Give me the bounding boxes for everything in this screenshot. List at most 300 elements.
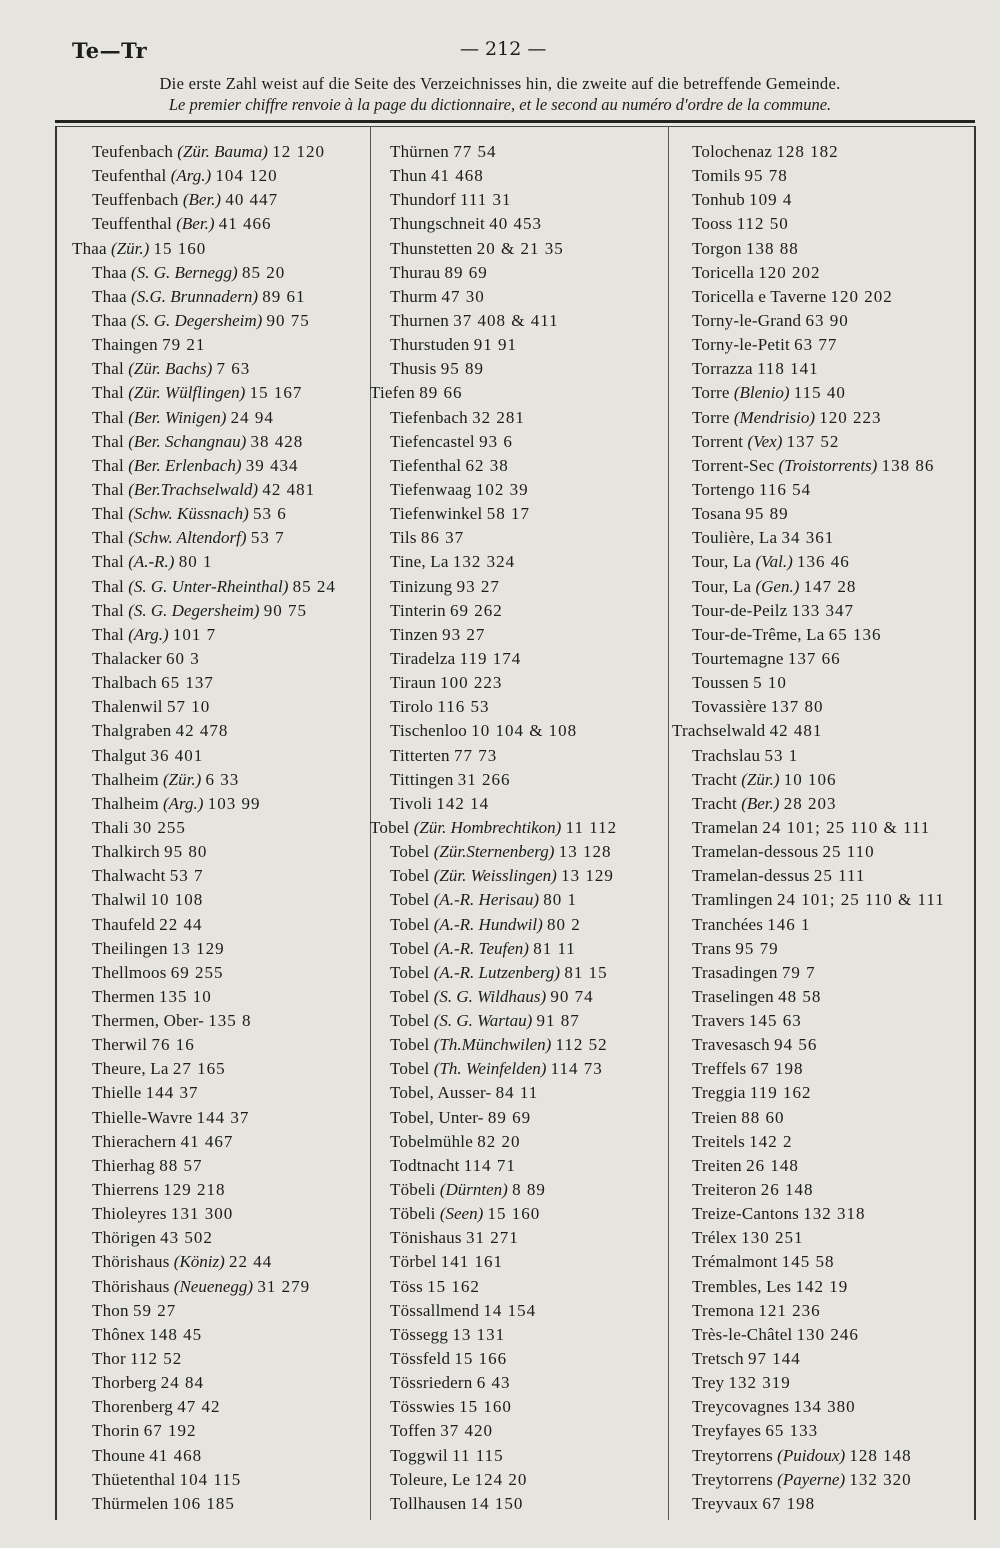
entry-name: Thun xyxy=(390,166,427,186)
column-divider-2 xyxy=(668,126,669,1520)
entry-reference: 111 31 xyxy=(460,190,512,210)
entry-reference: 147 28 xyxy=(803,576,857,596)
entry-locality: (Puidoux) xyxy=(777,1445,846,1465)
index-entry xyxy=(92,1468,336,1492)
index-entry xyxy=(692,671,945,695)
index-entry xyxy=(92,357,336,381)
entry-reference: 144 37 xyxy=(145,1083,199,1103)
entry-name: Toricella e Taverne xyxy=(692,286,827,306)
index-entry xyxy=(390,357,617,381)
index-entry xyxy=(390,1009,617,1033)
index-entry xyxy=(92,478,336,502)
entry-name: Thunstetten xyxy=(390,238,473,258)
index-entry xyxy=(92,140,336,164)
entry-name: Thalgut xyxy=(92,745,147,765)
entry-reference: 137 52 xyxy=(786,431,840,451)
index-entry xyxy=(92,575,336,599)
entry-locality: (Ber. Erlenbach) xyxy=(128,455,242,475)
entry-reference: 37 408 & 411 xyxy=(453,310,559,330)
entry-reference: 77 73 xyxy=(453,745,498,765)
index-entry xyxy=(92,792,336,816)
index-entry xyxy=(692,1444,945,1468)
entry-name: Thierrens xyxy=(92,1180,159,1200)
index-entry xyxy=(92,550,336,574)
entry-name: Tinterin xyxy=(390,600,446,620)
index-entry xyxy=(92,937,336,961)
entry-name: Treiten xyxy=(692,1155,742,1175)
entry-name: Treycovagnes xyxy=(692,1397,790,1417)
entry-name: Treytorrens xyxy=(692,1469,773,1489)
entry-name: Thal xyxy=(92,455,124,475)
index-entry xyxy=(692,623,945,647)
index-entry xyxy=(92,1250,336,1274)
entry-reference: 62 38 xyxy=(465,455,509,475)
entry-name: Teufenthal xyxy=(92,166,167,186)
entry-name: Tobel xyxy=(390,986,430,1006)
entry-reference: 135 8 xyxy=(208,1011,252,1031)
entry-reference: 137 66 xyxy=(787,648,841,668)
entry-reference: 121 236 xyxy=(758,1300,821,1320)
index-entry xyxy=(390,1492,617,1516)
entry-name: Trachselwald xyxy=(672,721,766,741)
entry-reference: 10 108 xyxy=(150,890,204,910)
index-entry xyxy=(390,792,617,816)
entry-reference: 13 131 xyxy=(452,1324,506,1344)
entry-locality: (Zür. Weisslingen) xyxy=(433,866,557,886)
entry-locality: (Ber.) xyxy=(182,190,222,210)
entry-locality: (S. G. Wartau) xyxy=(433,1011,533,1031)
entry-name: Thal xyxy=(92,528,124,548)
entry-reference: 89 69 xyxy=(444,262,488,282)
entry-name: Tramelan-dessus xyxy=(692,866,810,886)
entry-reference: 25 111 xyxy=(813,866,866,886)
entry-name: Tour, La xyxy=(692,576,752,596)
index-entry xyxy=(692,1323,945,1347)
entry-name: Teufenbach xyxy=(92,142,174,161)
entry-name: Tobel xyxy=(370,817,410,837)
index-entry xyxy=(92,1033,336,1057)
entry-locality: (S. G. Bernegg) xyxy=(131,262,238,282)
index-entry xyxy=(390,1275,617,1299)
entry-reference: 57 10 xyxy=(166,697,211,717)
entry-reference: 60 3 xyxy=(166,648,200,668)
entry-name: Tortengo xyxy=(692,479,755,499)
index-entry xyxy=(692,261,945,285)
index-entry xyxy=(390,840,617,864)
entry-reference: 148 45 xyxy=(149,1324,203,1344)
entry-name: Thalwil xyxy=(92,890,147,910)
entry-name: Torrent xyxy=(692,431,744,451)
entry-reference: 24 101; 25 110 & 111 xyxy=(776,890,945,910)
index-entry xyxy=(692,647,945,671)
entry-name: Toggwil xyxy=(390,1445,448,1465)
entry-name: Theure, La xyxy=(92,1059,169,1079)
entry-reference: 41 468 xyxy=(149,1445,203,1465)
entry-name: Tobel xyxy=(390,914,430,934)
index-entry xyxy=(692,864,945,888)
entry-reference: 41 466 xyxy=(218,214,272,234)
entry-reference: 41 467 xyxy=(180,1131,234,1151)
entry-reference: 95 78 xyxy=(744,166,788,186)
index-entry xyxy=(92,1492,336,1516)
entry-reference: 28 203 xyxy=(783,793,837,813)
entry-name: Tössegg xyxy=(390,1324,449,1344)
index-entry xyxy=(692,333,945,357)
entry-name: Thüetenthal xyxy=(92,1469,176,1489)
entry-reference: 128 148 xyxy=(849,1445,912,1465)
entry-name: Töbeli xyxy=(390,1204,436,1224)
entry-name: Thundorf xyxy=(390,190,456,210)
entry-name: Thalgraben xyxy=(92,721,172,741)
entry-name: Thorin xyxy=(92,1421,140,1441)
entry-name: Treggia xyxy=(692,1083,746,1103)
entry-reference: 114 73 xyxy=(550,1059,603,1079)
entry-name: Thioleyres xyxy=(92,1204,167,1224)
index-entry xyxy=(390,623,617,647)
index-column-2 xyxy=(370,140,618,1516)
entry-reference: 89 69 xyxy=(487,1107,532,1127)
entry-reference: 81 15 xyxy=(564,962,608,982)
entry-reference: 116 53 xyxy=(437,697,490,717)
index-entry xyxy=(390,1444,617,1468)
index-entry xyxy=(92,1226,336,1250)
entry-reference: 95 80 xyxy=(164,842,208,862)
entry-locality: (Payerne) xyxy=(777,1469,846,1489)
index-entry xyxy=(92,309,336,333)
entry-reference: 102 39 xyxy=(475,479,529,499)
index-entry xyxy=(92,913,336,937)
index-entry xyxy=(692,1154,945,1178)
entry-reference: 7 63 xyxy=(216,359,251,379)
index-entry xyxy=(92,381,336,405)
entry-reference: 30 255 xyxy=(133,817,186,837)
entry-reference: 53 7 xyxy=(169,866,204,886)
header-rule-thick xyxy=(55,120,975,123)
index-entry xyxy=(92,671,336,695)
entry-name: Todtnacht xyxy=(390,1155,460,1175)
entry-reference: 104 120 xyxy=(215,166,278,186)
entry-reference: 14 150 xyxy=(470,1493,524,1513)
entry-name: Thaingen xyxy=(92,335,158,355)
entry-name: Thal xyxy=(92,359,124,379)
entry-name: Treffels xyxy=(692,1059,747,1079)
entry-locality: (S. G. Degersheim) xyxy=(128,600,260,620)
index-entry xyxy=(390,140,617,164)
index-entry xyxy=(370,816,617,840)
entry-name: Thaa xyxy=(72,238,107,258)
entry-reference: 48 58 xyxy=(778,986,822,1006)
entry-name: Thalkirch xyxy=(92,842,160,862)
entry-name: Trans xyxy=(692,938,732,958)
entry-reference: 95 89 xyxy=(440,359,485,379)
entry-name: Thurnen xyxy=(390,310,449,330)
index-entry xyxy=(390,285,617,309)
entry-reference: 88 60 xyxy=(741,1107,785,1127)
entry-name: Thorenberg xyxy=(92,1397,173,1417)
entry-name: Tössallmend xyxy=(390,1300,480,1320)
entry-reference: 65 136 xyxy=(828,624,882,644)
index-entry xyxy=(92,1395,336,1419)
entry-name: Torny-le-Petit xyxy=(692,335,790,355)
entry-reference: 93 27 xyxy=(442,624,486,644)
entry-name: Tiefenwaag xyxy=(390,479,472,499)
entry-locality: (A.-R. Teufen) xyxy=(433,938,529,958)
entry-name: Trasadingen xyxy=(692,962,778,982)
index-entry xyxy=(692,1202,945,1226)
entry-locality: (Zür. Wülflingen) xyxy=(128,383,246,403)
entry-name: Tovassière xyxy=(692,697,767,717)
entry-reference: 129 218 xyxy=(163,1180,226,1200)
entry-reference: 81 11 xyxy=(533,938,576,958)
entry-reference: 130 251 xyxy=(741,1228,804,1248)
entry-reference: 145 58 xyxy=(781,1252,835,1272)
entry-reference: 37 420 xyxy=(440,1421,493,1441)
index-entry xyxy=(92,647,336,671)
entry-locality: (Arg.) xyxy=(163,793,204,813)
entry-locality: (Th. Weinfelden) xyxy=(433,1059,547,1079)
index-entry xyxy=(692,550,945,574)
index-entry xyxy=(692,430,945,454)
entry-locality: (S. G. Wildhaus) xyxy=(433,986,547,1006)
entry-name: Tolochenaz xyxy=(692,142,773,161)
entry-name: Thal xyxy=(92,600,124,620)
entry-locality: (Vex) xyxy=(747,431,783,451)
entry-reference: 63 90 xyxy=(805,310,849,330)
index-entry xyxy=(390,478,617,502)
entry-reference: 84 11 xyxy=(495,1083,539,1103)
entry-reference: 15 160 xyxy=(487,1204,541,1224)
index-entry xyxy=(92,212,336,236)
entry-name: Thörigen xyxy=(92,1228,156,1248)
entry-name: Toricella xyxy=(692,262,754,282)
entry-reference: 130 246 xyxy=(796,1324,859,1344)
entry-locality: (S.G. Brunnadern) xyxy=(131,286,259,306)
entry-name: Tössriedern xyxy=(390,1373,473,1393)
entry-locality: (Ber. Winigen) xyxy=(128,407,227,427)
entry-name: Treitels xyxy=(692,1131,745,1151)
entry-name: Tiefenthal xyxy=(390,455,462,475)
entry-reference: 67 192 xyxy=(143,1421,197,1441)
entry-reference: 13 128 xyxy=(558,842,612,862)
index-entry xyxy=(390,1371,617,1395)
entry-name: Tobel xyxy=(390,1011,430,1031)
index-entry xyxy=(692,840,945,864)
index-entry xyxy=(692,575,945,599)
entry-name: Tischenloo xyxy=(390,721,467,741)
entry-reference: 40 447 xyxy=(225,190,279,210)
index-entry xyxy=(692,309,945,333)
entry-locality: (Mendrisio) xyxy=(733,407,816,427)
entry-reference: 132 318 xyxy=(803,1204,866,1224)
entry-reference: 120 202 xyxy=(830,286,893,306)
entry-reference: 106 185 xyxy=(172,1493,235,1513)
index-column-1 xyxy=(72,140,336,1516)
entry-reference: 115 40 xyxy=(793,383,846,403)
entry-name: Torre xyxy=(692,383,730,403)
entry-name: Thaa xyxy=(92,310,127,330)
header-rule-thin xyxy=(55,126,975,127)
index-entry xyxy=(390,333,617,357)
entry-reference: 26 148 xyxy=(760,1180,814,1200)
entry-locality: (S. G. Unter-Rheinthal) xyxy=(128,576,289,596)
entry-reference: 31 279 xyxy=(257,1276,311,1296)
entry-reference: 15 162 xyxy=(427,1276,480,1296)
index-entry xyxy=(390,1250,617,1274)
index-entry xyxy=(692,744,945,768)
index-entry xyxy=(92,1299,336,1323)
entry-name: Tour, La xyxy=(692,552,752,572)
entry-reference: 11 112 xyxy=(565,817,618,837)
index-entry xyxy=(390,599,617,623)
entry-locality: (Blenio) xyxy=(733,383,790,403)
index-entry xyxy=(92,1057,336,1081)
entry-name: Thalenwil xyxy=(92,697,163,717)
index-entry xyxy=(92,454,336,478)
entry-reference: 6 43 xyxy=(476,1373,511,1393)
index-entry xyxy=(692,1178,945,1202)
entry-name: Trachslau xyxy=(692,745,761,765)
entry-name: Thermen, Ober- xyxy=(92,1011,204,1031)
index-entry xyxy=(692,454,945,478)
entry-name: Torrazza xyxy=(692,359,753,379)
entry-reference: 13 129 xyxy=(561,866,614,886)
entry-reference: 91 87 xyxy=(536,1011,580,1031)
entry-name: Thalheim xyxy=(92,769,159,789)
index-entry xyxy=(692,212,945,236)
index-entry xyxy=(692,406,945,430)
index-entry xyxy=(692,1371,945,1395)
entry-name: Tracht xyxy=(692,793,737,813)
entry-name: Tramelan xyxy=(692,817,759,837)
entry-reference: 112 52 xyxy=(555,1035,608,1055)
entry-reference: 79 7 xyxy=(781,962,816,982)
index-entry xyxy=(390,1299,617,1323)
entry-reference: 137 80 xyxy=(770,697,824,717)
entry-reference: 25 110 xyxy=(822,842,875,862)
entry-name: Thierachern xyxy=(92,1131,177,1151)
entry-locality: (Seen) xyxy=(439,1204,484,1224)
entry-reference: 85 24 xyxy=(292,576,336,596)
entry-reference: 103 99 xyxy=(207,793,261,813)
intro-german: Die erste Zahl weist auf die Seite des Verzeichnisses hin, die zweite auf die betreffende Gemeinde. xyxy=(159,74,841,93)
entry-reference: 8 89 xyxy=(512,1180,546,1200)
entry-name: Tracht xyxy=(692,769,737,789)
entry-locality: (Zür. Bauma) xyxy=(177,142,268,161)
entry-reference: 24 84 xyxy=(160,1373,205,1393)
entry-name: Tiefenbach xyxy=(390,407,468,427)
entry-reference: 58 17 xyxy=(486,504,530,524)
index-entry xyxy=(390,888,617,912)
index-entry xyxy=(692,164,945,188)
entry-locality: (Zür.) xyxy=(741,769,780,789)
entry-name: Thusis xyxy=(390,359,437,379)
entry-reference: 134 380 xyxy=(793,1397,856,1417)
entry-reference: 97 144 xyxy=(748,1349,801,1369)
index-entry xyxy=(390,212,617,236)
entry-name: Tobel xyxy=(390,962,430,982)
index-entry xyxy=(92,502,336,526)
entry-name: Tivoli xyxy=(390,793,433,813)
entry-reference: 82 20 xyxy=(477,1131,521,1151)
index-entry xyxy=(390,237,617,261)
entry-name: Thurstuden xyxy=(390,335,470,355)
entry-name: Toulière, La xyxy=(692,528,778,548)
entry-name: Tretsch xyxy=(692,1349,744,1369)
index-entry xyxy=(692,768,945,792)
entry-reference: 116 54 xyxy=(758,479,812,499)
entry-reference: 120 202 xyxy=(758,262,821,282)
index-entry xyxy=(390,864,617,888)
entry-locality: (Th.Münchwilen) xyxy=(433,1035,552,1055)
entry-name: Tour-de-Trême, La xyxy=(692,624,825,644)
entry-name: Tirolo xyxy=(390,697,434,717)
entry-name: Tiefencastel xyxy=(390,431,475,451)
entry-reference: 112 50 xyxy=(736,214,789,234)
entry-reference: 31 266 xyxy=(457,769,511,789)
entry-reference: 53 1 xyxy=(764,745,799,765)
entry-locality: (Zür. Bachs) xyxy=(128,359,213,379)
entry-reference: 128 182 xyxy=(776,142,839,161)
entry-name: Thali xyxy=(92,817,129,837)
entry-name: Tiradelza xyxy=(390,648,456,668)
index-entry xyxy=(692,357,945,381)
index-entry xyxy=(92,430,336,454)
entry-reference: 13 129 xyxy=(171,938,225,958)
entry-reference: 12 120 xyxy=(272,142,325,161)
entry-name: Thurm xyxy=(390,286,438,306)
entry-reference: 69 255 xyxy=(170,962,224,982)
entry-locality: (Zür. Hombrechtikon) xyxy=(413,817,562,837)
index-entry xyxy=(92,1081,336,1105)
entry-locality: (S. G. Degersheim) xyxy=(131,310,263,330)
entry-name: Travers xyxy=(692,1011,745,1031)
entry-reference: 31 271 xyxy=(465,1228,519,1248)
entry-reference: 131 300 xyxy=(170,1204,234,1224)
entry-name: Tomils xyxy=(692,166,741,186)
index-entry xyxy=(390,1395,617,1419)
entry-reference: 77 54 xyxy=(453,142,497,161)
index-entry xyxy=(92,768,336,792)
entry-reference: 11 115 xyxy=(452,1445,504,1465)
entry-name: Teuffenbach xyxy=(92,190,179,210)
entry-reference: 40 453 xyxy=(489,214,542,234)
entry-reference: 24 101; 25 110 & 111 xyxy=(762,817,931,837)
entry-reference: 42 481 xyxy=(262,479,316,499)
index-entry xyxy=(692,285,945,309)
entry-name: Tinizung xyxy=(390,576,453,596)
entry-name: Treyvaux xyxy=(692,1493,759,1513)
entry-name: Tourtemagne xyxy=(692,648,784,668)
index-entry xyxy=(92,1371,336,1395)
index-entry xyxy=(390,695,617,719)
entry-name: Toffen xyxy=(390,1421,436,1441)
entry-name: Thürmelen xyxy=(92,1493,169,1513)
index-entry xyxy=(390,1419,617,1443)
entry-reference: 59 27 xyxy=(132,1300,177,1320)
entry-name: Thaa xyxy=(92,262,127,282)
entry-name: Thal xyxy=(92,504,124,524)
index-entry xyxy=(692,816,945,840)
index-entry xyxy=(390,261,617,285)
entry-name: Treyfayes xyxy=(692,1421,762,1441)
index-entry xyxy=(692,1106,945,1130)
entry-name: Törbel xyxy=(390,1252,437,1272)
entry-reference: 133 347 xyxy=(791,600,854,620)
entry-reference: 15 160 xyxy=(153,238,207,258)
entry-reference: 10 106 xyxy=(783,769,837,789)
index-entry xyxy=(692,502,945,526)
entry-name: Tinzen xyxy=(390,624,438,644)
